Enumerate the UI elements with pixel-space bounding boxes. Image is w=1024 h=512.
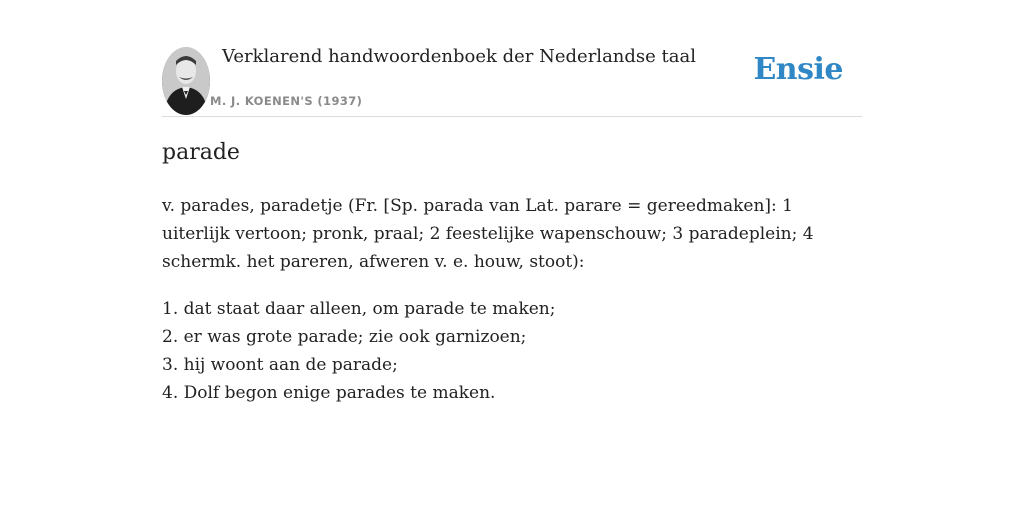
example-item: 3. hij woont aan de parade; — [162, 355, 398, 375]
example-list — [162, 295, 862, 407]
book-title: Verklarend handwoordenboek der Nederlandse taal — [222, 46, 696, 67]
example-item: 1. dat staat daar alleen, om parade te maken; — [162, 299, 556, 319]
dictionary-header — [162, 0, 862, 117]
book-subtitle: M. J. KOENEN'S (1937) — [210, 94, 363, 108]
entry-definition: v. parades, paradetje (Fr. [Sp. parada van Lat. parare = gereedmaken]: 1 uiterlijk vertoon; pronk, praal; 2 feestelijke wapenschouw; 3 paradeplein; 4 schermk. het pareren, afweren v. e. houw, stoot): — [162, 196, 814, 272]
example-item: 2. er was grote parade; zie ook garnizoen; — [162, 327, 527, 347]
entry-headword: parade — [162, 140, 240, 165]
example-item: 4. Dolf begon enige parades te maken. — [162, 383, 496, 403]
author-portrait — [162, 47, 210, 115]
ensie-logo-link[interactable]: Ensie — [753, 52, 843, 87]
